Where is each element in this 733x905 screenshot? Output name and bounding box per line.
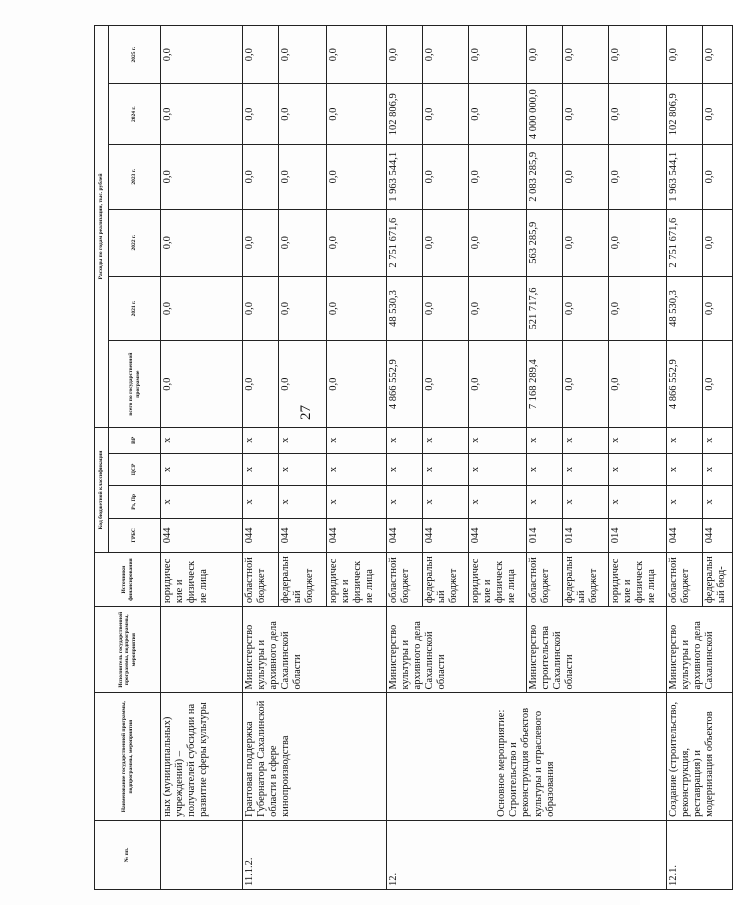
cell-grbs: 014 — [563, 518, 609, 553]
cell-2021: 48 530,3 — [667, 276, 703, 341]
cell-csr: х — [703, 453, 733, 485]
header-source: Источники финансирования — [95, 553, 161, 607]
cell-total: 0,0 — [327, 341, 387, 427]
cell-2022: 0,0 — [563, 209, 609, 276]
cell-2025: 0,0 — [279, 26, 327, 84]
cell-2024: 0,0 — [609, 84, 667, 144]
cell-name: Основное мероприятие: Строительство и реконструкция объектов культуры и отраслевого образования — [387, 693, 667, 820]
cell-2023: 0,0 — [563, 144, 609, 209]
cell-source: юридические и физические лица — [161, 553, 243, 607]
header-executor: Исполнитель государственной программы, подпрограммы, мероприятия — [95, 607, 161, 693]
cell-total: 0,0 — [563, 341, 609, 427]
cell-2022: 0,0 — [327, 209, 387, 276]
cell-2021: 48 530,3 — [387, 276, 423, 341]
cell-csr: х — [667, 453, 703, 485]
cell-2023: 0,0 — [423, 144, 469, 209]
cell-csr: х — [563, 453, 609, 485]
cell-2022: 0,0 — [703, 209, 733, 276]
cell-no: 11.1.2. — [243, 820, 387, 889]
cell-grbs: 044 — [161, 518, 243, 553]
cell-source: юридические и физические лица — [327, 553, 387, 607]
cell-2023: 0,0 — [243, 144, 279, 209]
cell-rzpr: х — [563, 486, 609, 518]
cell-2022: 563 285,9 — [527, 209, 563, 276]
cell-source: юридические и физические лица — [609, 553, 667, 607]
cell-vr: х — [469, 427, 527, 453]
cell-grbs: 044 — [327, 518, 387, 553]
cell-vr: х — [327, 427, 387, 453]
cell-2024: 102 806,9 — [387, 84, 423, 144]
cell-2024: 0,0 — [563, 84, 609, 144]
cell-vr: х — [279, 427, 327, 453]
cell-grbs: 044 — [243, 518, 279, 553]
header-2024: 2024 г. — [109, 84, 161, 144]
cell-2025: 0,0 — [423, 26, 469, 84]
cell-2023: 0,0 — [703, 144, 733, 209]
cell-2021: 0,0 — [327, 276, 387, 341]
cell-2021: 0,0 — [469, 276, 527, 341]
cell-grbs: 044 — [667, 518, 703, 553]
cell-2023: 1 963 544,1 — [667, 144, 703, 209]
cell-rzpr: х — [667, 486, 703, 518]
cell-csr: х — [279, 453, 327, 485]
cell-vr: х — [563, 427, 609, 453]
cell-2021: 0,0 — [279, 276, 327, 341]
cell-source: областной бюджет — [387, 553, 423, 607]
header-expenses: Расходы по годам реализации, тыс. рублей — [95, 26, 109, 428]
cell-2025: 0,0 — [161, 26, 243, 84]
cell-vr: х — [703, 427, 733, 453]
cell-total: 0,0 — [243, 341, 279, 427]
cell-rzpr: х — [703, 486, 733, 518]
cell-2023: 0,0 — [161, 144, 243, 209]
cell-executor: Министерство строительства Сахалинской области — [527, 607, 667, 693]
cell-2022: 0,0 — [423, 209, 469, 276]
cell-total: 0,0 — [609, 341, 667, 427]
table-row — [161, 26, 243, 890]
cell-grbs: 044 — [469, 518, 527, 553]
cell-no: 12.1. — [667, 820, 733, 889]
cell-no — [161, 820, 243, 889]
cell-executor: Министерство культуры и архивного дела Сахалинской области — [387, 607, 527, 693]
cell-2024: 0,0 — [243, 84, 279, 144]
cell-2023: 0,0 — [279, 144, 327, 209]
cell-rzpr: х — [161, 486, 243, 518]
header-vr: ВР — [109, 427, 161, 453]
cell-total: 0,0 — [161, 341, 243, 427]
cell-source: федеральный бюджет — [279, 553, 327, 607]
cell-2021: 0,0 — [161, 276, 243, 341]
cell-vr: х — [387, 427, 423, 453]
cell-csr: х — [243, 453, 279, 485]
header-kbk: Код бюджетной классификации — [95, 427, 109, 552]
cell-2025: 0,0 — [527, 26, 563, 84]
cell-no: 12. — [387, 820, 667, 889]
cell-2022: 0,0 — [243, 209, 279, 276]
table-row — [387, 26, 423, 890]
cell-2021: 0,0 — [423, 276, 469, 341]
cell-total: 0,0 — [423, 341, 469, 427]
cell-2024: 102 806,9 — [667, 84, 703, 144]
cell-executor — [161, 607, 243, 693]
cell-source: юридические и физические лица — [469, 553, 527, 607]
table-row — [243, 26, 279, 890]
cell-2024: 4 000 000,0 — [527, 84, 563, 144]
cell-2023: 0,0 — [469, 144, 527, 209]
cell-vr: х — [161, 427, 243, 453]
budget-table — [94, 25, 733, 890]
cell-2025: 0,0 — [243, 26, 279, 84]
cell-executor: Министерство культуры и архивного дела Сахалинской — [667, 607, 733, 693]
cell-2021: 0,0 — [563, 276, 609, 341]
cell-rzpr: х — [423, 486, 469, 518]
cell-2025: 0,0 — [703, 26, 733, 84]
cell-vr: х — [527, 427, 563, 453]
cell-2024: 0,0 — [161, 84, 243, 144]
cell-total: 0,0 — [279, 341, 327, 427]
cell-rzpr: х — [243, 486, 279, 518]
cell-vr: х — [667, 427, 703, 453]
cell-2025: 0,0 — [387, 26, 423, 84]
cell-name: Создание (строительство, реконструкция, реставрация) и модернизация объектов — [667, 693, 733, 820]
cell-2021: 0,0 — [609, 276, 667, 341]
cell-2025: 0,0 — [469, 26, 527, 84]
cell-csr: х — [387, 453, 423, 485]
cell-rzpr: х — [387, 486, 423, 518]
cell-vr: х — [423, 427, 469, 453]
header-2023: 2023 г. — [109, 144, 161, 209]
header-2025: 2025 г. — [109, 26, 161, 84]
cell-grbs: 014 — [527, 518, 563, 553]
header-rzpr: Рз, Пр — [109, 486, 161, 518]
cell-2022: 0,0 — [279, 209, 327, 276]
cell-grbs: 014 — [609, 518, 667, 553]
cell-2024: 0,0 — [279, 84, 327, 144]
cell-2022: 0,0 — [609, 209, 667, 276]
cell-2023: 0,0 — [609, 144, 667, 209]
cell-2024: 0,0 — [423, 84, 469, 144]
cell-total: 4 866 552,9 — [667, 341, 703, 427]
cell-2024: 0,0 — [327, 84, 387, 144]
header-no: № пп. — [95, 820, 161, 889]
header-csr: ЦСР — [109, 453, 161, 485]
cell-rzpr: х — [469, 486, 527, 518]
header-2022: 2022 г. — [109, 209, 161, 276]
cell-csr: х — [161, 453, 243, 485]
cell-2022: 0,0 — [161, 209, 243, 276]
cell-csr: х — [423, 453, 469, 485]
cell-total: 4 866 552,9 — [387, 341, 423, 427]
cell-csr: х — [327, 453, 387, 485]
cell-2025: 0,0 — [563, 26, 609, 84]
cell-vr: х — [609, 427, 667, 453]
cell-name: Грантовая поддержка Губернатора Сахалинской области в сфере кинопроизводства — [243, 693, 387, 820]
cell-executor: Министерство культуры и архивного дела Сахалинской области — [243, 607, 387, 693]
cell-source: областной бюджет — [527, 553, 563, 607]
cell-2024: 0,0 — [703, 84, 733, 144]
cell-name: ных (муниципальных) учреждений) – получателей субсидии на развитие сферы культуры — [161, 693, 243, 820]
cell-2023: 0,0 — [327, 144, 387, 209]
cell-source: областной бюджет — [667, 553, 703, 607]
header-name: Наименование государственной программы, подпрограммы, мероприятия — [95, 693, 161, 820]
header-total: всего по государственной программе — [109, 341, 161, 427]
cell-2023: 1 963 544,1 — [387, 144, 423, 209]
cell-rzpr: х — [279, 486, 327, 518]
cell-rzpr: х — [327, 486, 387, 518]
cell-grbs: 044 — [703, 518, 733, 553]
cell-grbs: 044 — [279, 518, 327, 553]
cell-source: федеральный бюджет — [423, 553, 469, 607]
cell-grbs: 044 — [423, 518, 469, 553]
cell-csr: х — [469, 453, 527, 485]
table-row — [667, 26, 703, 890]
cell-2021: 521 717,6 — [527, 276, 563, 341]
cell-rzpr: х — [527, 486, 563, 518]
cell-2025: 0,0 — [327, 26, 387, 84]
cell-total: 7 168 289,4 — [527, 341, 563, 427]
cell-source: областной бюджет — [243, 553, 279, 607]
cell-source: федеральный бюд- — [703, 553, 733, 607]
cell-2025: 0,0 — [609, 26, 667, 84]
cell-2022: 2 751 671,6 — [387, 209, 423, 276]
cell-2021: 0,0 — [243, 276, 279, 341]
cell-2022: 0,0 — [469, 209, 527, 276]
header-grbs: ГРБС — [109, 518, 161, 553]
cell-csr: х — [527, 453, 563, 485]
header-row-1 — [95, 26, 109, 890]
cell-grbs: 044 — [387, 518, 423, 553]
rotated-table-block — [94, 25, 728, 890]
cell-total: 0,0 — [469, 341, 527, 427]
cell-2023: 2 083 285,9 — [527, 144, 563, 209]
header-2021: 2021 г. — [109, 276, 161, 341]
cell-csr: х — [609, 453, 667, 485]
cell-vr: х — [243, 427, 279, 453]
cell-2024: 0,0 — [469, 84, 527, 144]
cell-total: 0,0 — [703, 341, 733, 427]
cell-rzpr: х — [609, 486, 667, 518]
page-number: 27 — [298, 405, 314, 420]
cell-2021: 0,0 — [703, 276, 733, 341]
cell-2022: 2 751 671,6 — [667, 209, 703, 276]
cell-source: федеральный бюджет — [563, 553, 609, 607]
cell-2025: 0,0 — [667, 26, 703, 84]
